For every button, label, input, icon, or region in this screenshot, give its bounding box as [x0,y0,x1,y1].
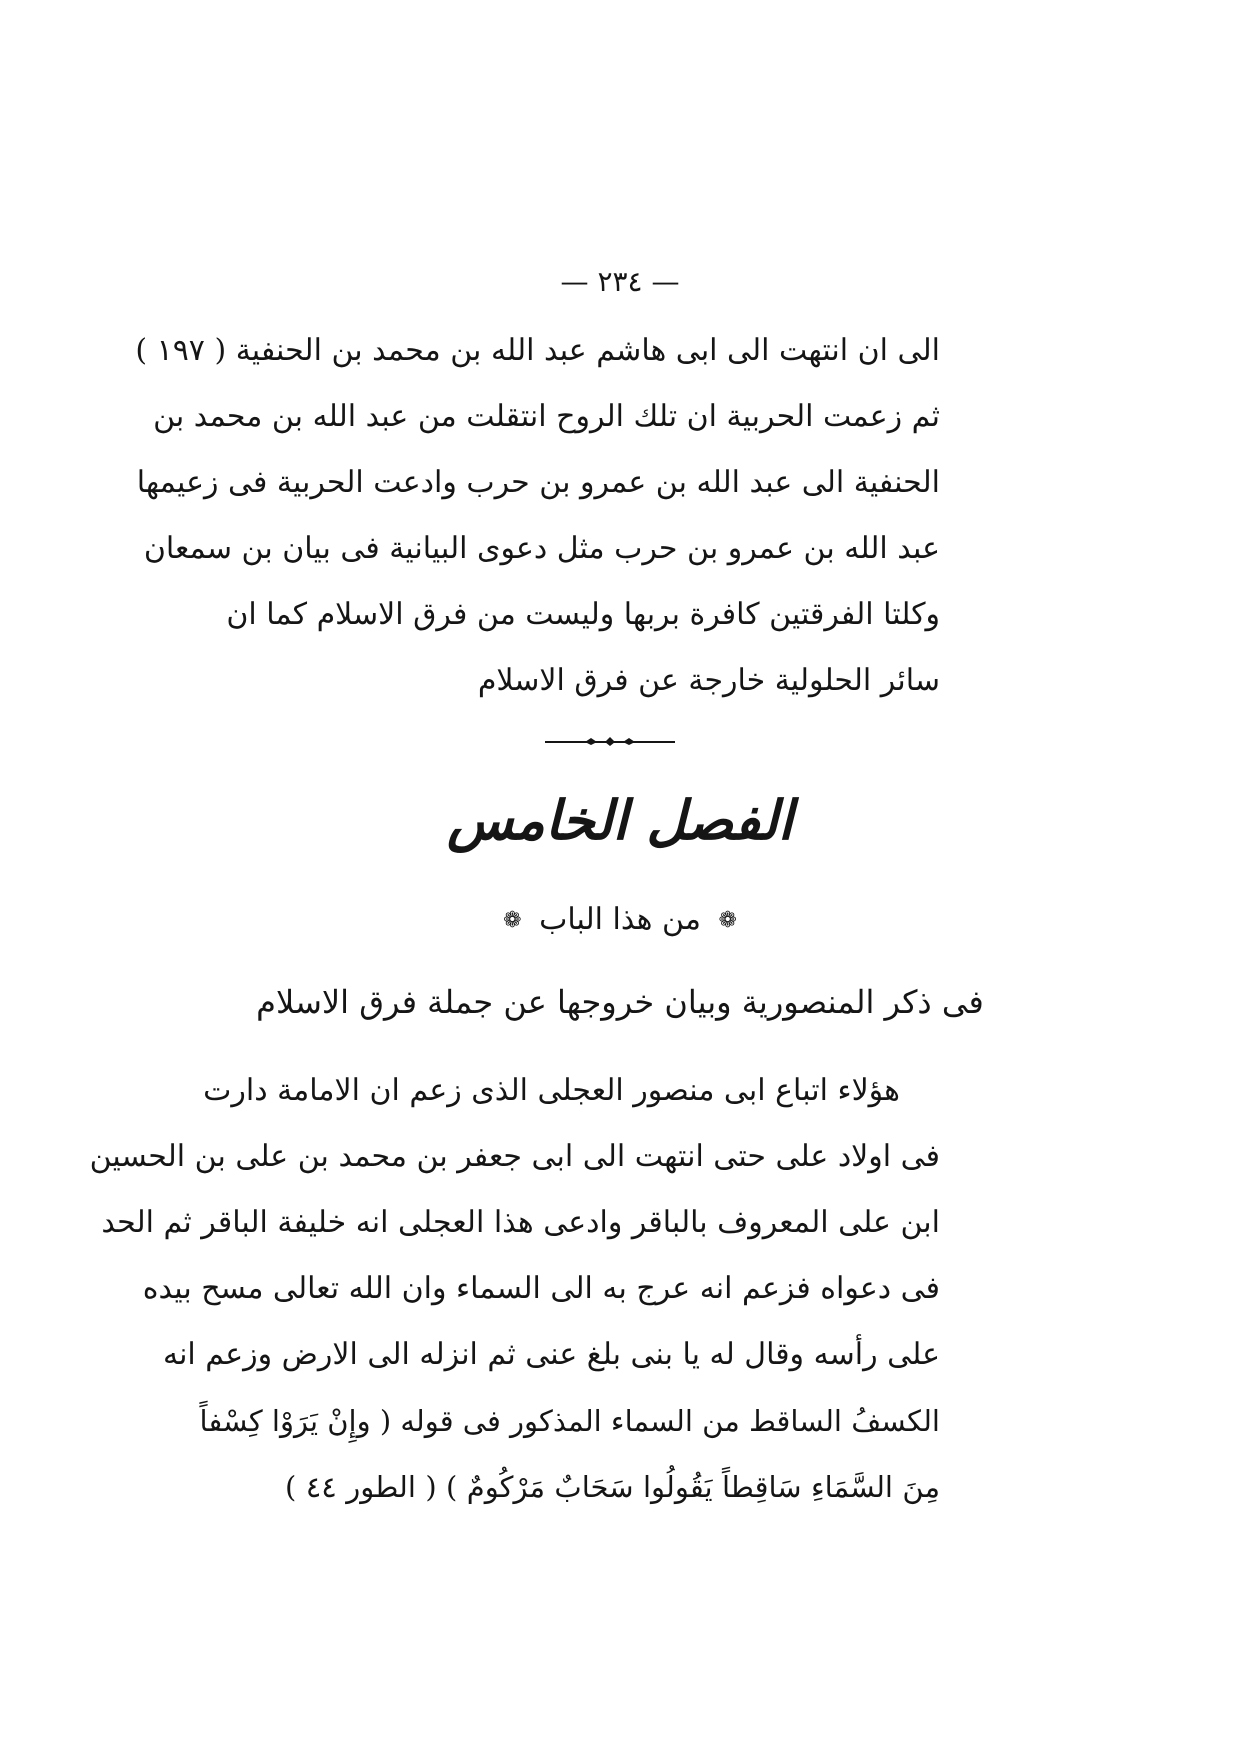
text-line: سائر الحلولية خارجة عن فرق الاسلام [477,663,940,698]
text-line: هؤلاء اتباع ابى منصور العجلى الذى زعم ان الامامة دارت [203,1073,900,1108]
text-line: على رأسه وقال له يا بنى بلغ عنى ثم انزله الى الارض وزعم انه [162,1337,940,1372]
section-divider-ornament [545,734,675,748]
text-line: الى ان انتهت الى ابى هاشم عبد الله بن محمد بن الحنفية ( ١٩٧ ) [135,333,940,368]
page-number: — ٢٣٤ — [560,265,680,298]
upper-paragraph [135,318,940,714]
text-line: ثم زعمت الحربية ان تلك الروح انتقلت من عبد الله بن محمد بن [153,399,940,434]
lower-paragraph [89,1058,940,1520]
text-line: عبد الله بن عمرو بن حرب مثل دعوى البيانية فى بيان بن سمعان [143,531,940,566]
text-line: وكلتا الفرقتين كافرة بربها وليست من فرق الاسلام كما ان [226,597,940,632]
flourish-ornament-icon: ❁ [718,908,737,933]
chapter-title: الفصل الخامس [447,788,793,852]
section-heading-text: من هذا الباب [539,902,701,937]
chapter-subtitle: فى ذكر المنصورية وبيان خروجها عن جملة فرق الاسلام [256,983,984,1021]
text-line: الكسفُ الساقط من السماء المذكور فى قوله ( وإِنْ يَرَوْا كِسْفاً [199,1404,940,1438]
section-heading [0,898,1240,943]
text-line: الحنفية الى عبد الله بن عمرو بن حرب وادعت الحربية فى زعيمها [136,465,940,500]
text-line: فى دعواه فزعم انه عرج به الى السماء وان الله تعالى مسح بيده [142,1271,940,1306]
text-line: مِنَ السَّمَاءِ سَاقِطاً يَقُولُوا سَحَابٌ مَرْكُومٌ ) ( الطور ٤٤ ) [285,1470,940,1504]
text-line: فى اولاد على حتى انتهت الى ابى جعفر بن محمد بن على بن الحسين [89,1139,940,1174]
flourish-ornament-icon: ❁ [503,908,522,933]
text-line: ابن على المعروف بالباقر وادعى هذا العجلى انه خليفة الباقر ثم الحد [101,1205,940,1240]
